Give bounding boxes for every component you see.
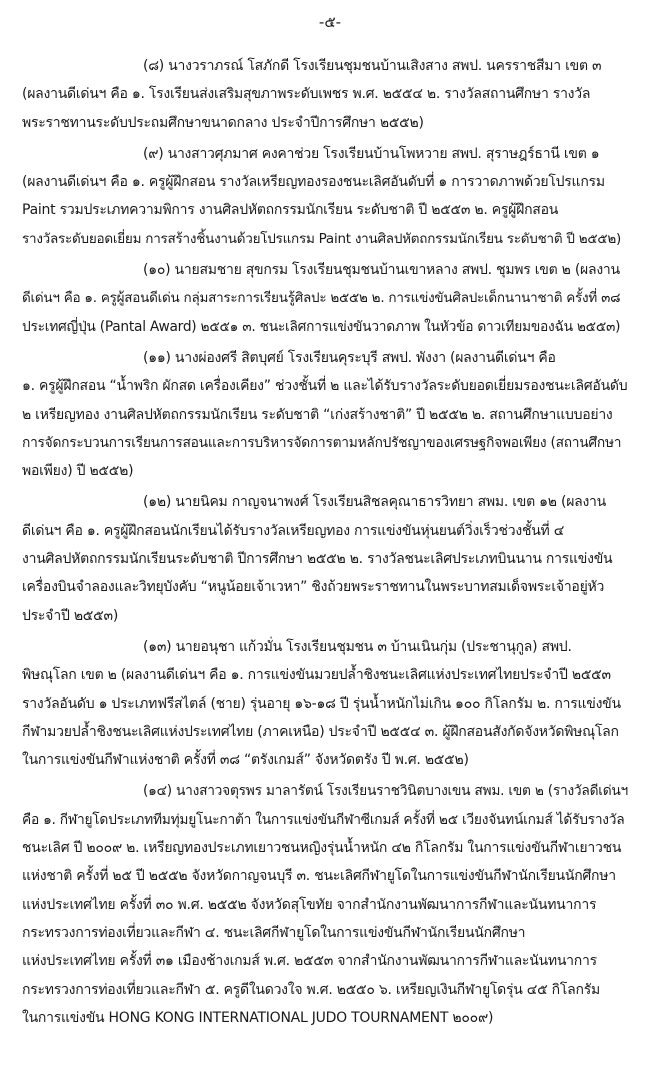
paragraph-line: กระทรวงการท่องเที่ยวและกีฬา ๕. ครูดีในดวงใจ พ.ศ. ๒๕๕๐ ๖. เหรียญเงินกีฬายูโดรุ่น ๔๕ กิโลกรัม (22, 981, 600, 998)
award-paragraph (22, 777, 630, 1032)
award-paragraph (22, 52, 630, 137)
paragraph-line: เครื่องบินจำลองและวิทยุบังคับ “หนูน้อยเจ้าเวหา” ชิงถ้วยพระราชทานในพระบาทสมเด็จพระเจ้าอยู่หัว (22, 579, 605, 596)
award-paragraph (22, 140, 630, 253)
paragraph-line: แห่งประเทศไทย ครั้งที่ ๓๑ เมืองช้างเกมส์ พ.ศ. ๒๕๕๓ จากสำนักงานพัฒนาการกีฬาและนันทนาการ (22, 953, 597, 970)
paragraph-line: แห่งประเทศไทย ครั้งที่ ๓๐ พ.ศ. ๒๕๕๒ จังหวัดสุโขทัย จากสำนักงานพัฒนาการกีฬาและนันทนาการ (22, 896, 597, 913)
paragraph-line: ดีเด่นฯ คือ ๑. ครูผู้สอนดีเด่น กลุ่มสาระการเรียนรู้ศิลปะ ๒๕๕๒ ๒. การแข่งขันศิลปะเด็กนานาชาติ ครั้งที่ ๓๘ (22, 290, 621, 307)
paragraph-heading-line: (๘) นางวราภรณ์ โสภักดี โรงเรียนชุมชนบ้านเสิงสาง สพป. นครราชสีมา เขต ๓ (143, 58, 602, 74)
paragraph-line: ๑. ครูผู้ฝึกสอน “น้ำพริก ผักสด เครื่องเคียง” ช่วงชั้นที่ ๒ และได้รับรางวัลระดับยอดเยี่ยมรองชนะเลิศอันดับ (22, 378, 628, 395)
paragraph-line: งานศิลปหัตถกรรมนักเรียนระดับชาติ ปีการศึกษา ๒๕๕๒ ๒. รางวัลชนะเลิศประเภทบินนาน การแข่งขัน (22, 551, 613, 568)
paragraph-line: ประจำปี ๒๕๕๓) (22, 607, 119, 624)
award-paragraph (22, 633, 630, 774)
paragraph-heading-line: (๑๒) นายนิคม กาญจนาพงศ์ โรงเรียนสิชลคุณาธารวิทยา สพม. เขต ๑๒ (ผลงาน (143, 494, 606, 511)
paragraph-heading-line: (๑๑) นางผ่องศรี สิตบุศย์ โรงเรียนคุระบุรี สพป. พังงา (ผลงานดีเด่นฯ คือ (143, 349, 556, 366)
paragraph-line: พระราชทานระดับประถมศึกษาขนาดกลาง ประจำปีการศึกษา ๒๕๕๒) (22, 114, 424, 131)
paragraph-heading-line: (๑๓) นายอนุชา แก้วมั่น โรงเรียนชุมชน ๓ บ้านเนินกุ่ม (ประชานุกูล) สพป. (143, 638, 572, 655)
paragraph-heading-line: (๑๔) นางสาวจตุรพร มาลารัตน์ โรงเรียนราชวินิตบางเขน สพม. เขต ๒ (รางวัลดีเด่นฯ (143, 783, 629, 800)
paragraph-line: Paint รวมประเภทความพิการ งานศิลปหัตถกรรมนักเรียน ระดับชาติ ปี ๒๕๕๓ ๒. ครูผู้ฝึกสอน (22, 202, 559, 219)
paragraph-heading-line: (๑๐) นายสมชาย สุขกรม โรงเรียนชุมชนบ้านเขาหลาง สพป. ชุมพร เขต ๒ (ผลงาน (143, 262, 620, 279)
paragraph-line: แห่งชาติ ครั้งที่ ๒๕ ปี ๒๕๕๒ จังหวัดกาญจนบุรี ๓. ชนะเลิศกีฬายูโดในการแข่งขันกีฬานักเรียนนักศึกษา (22, 868, 616, 885)
award-paragraph (22, 344, 630, 485)
paragraph-line: (ผลงานดีเด่นฯ คือ ๑. โรงเรียนส่งเสริมสุขภาพระดับเพชร พ.ศ. ๒๕๕๔ ๒. รางวัลสถานศึกษา รางวัล (22, 86, 591, 103)
paragraph-line: รางวัลอันดับ ๑ ประเภทฟรีสไตล์ (ชาย) รุ่นอายุ ๑๖-๑๘ ปี รุ่นน้ำหนักไม่เกิน ๑๐๐ กิโลกรัม ๒. การแข่งขัน (22, 695, 621, 712)
paragraph-line: ดีเด่นฯ คือ ๑. ครูผู้ฝึกสอนนักเรียนได้รับรางวัลเหรียญทอง การแข่งขันหุ่นยนต์วิ่งเร็วช่วงชั้นที่ ๔ (22, 522, 565, 539)
award-paragraph (22, 488, 630, 629)
paragraph-line: กระทรวงการท่องเที่ยวและกีฬา ๔. ชนะเลิศกีฬายูโดในการแข่งขันกีฬานักเรียนนักศึกษา (22, 924, 526, 941)
paragraph-heading-line: (๙) นางสาวศุภมาศ คงคาช่วย โรงเรียนบ้านโพหวาย สพป. สุราษฎร์ธานี เขต ๑ (143, 145, 600, 162)
award-paragraph (22, 256, 630, 341)
document-body (22, 52, 630, 1035)
paragraph-line: การจัดกระบวนการเรียนการสอนและการบริหารจัดการตามหลักปรัชญาของเศรษฐกิจพอเพียง (สถานศึกษา (22, 434, 622, 451)
paragraph-line: ๒ เหรียญทอง งานศิลปหัตถกรรมนักเรียน ระดับชาติ “เก่งสร้างชาติ” ปี ๒๕๕๒ ๒. สถานศึกษาแบบอย่าง (22, 406, 613, 423)
paragraph-line: ประเทศญี่ปุ่น (Pantal Award) ๒๕๕๑ ๓. ชนะเลิศการแข่งขันวาดภาพ ในหัวข้อ ดาวเทียมของฉัน ๒๕๕๓) (22, 318, 621, 335)
paragraph-line: พอเพียง) ปี ๒๕๕๒) (22, 463, 134, 480)
paragraph-line: รางวัลระดับยอดเยี่ยม การสร้างชิ้นงานด้วยโปรแกรม Paint งานศิลปหัตถกรรมนักเรียน ระดับชาติ ปี ๒๕๕๒) (22, 230, 622, 247)
paragraph-line: (ผลงานดีเด่นฯ คือ ๑. ครูผู้ฝึกสอน รางวัลเหรียญทองรองชนะเลิศอันดับที่ ๑ การวาดภาพด้วยโปรแกรม (22, 174, 605, 191)
paragraph-line: พิษณุโลก เขต ๒ (ผลงานดีเด่นฯ คือ ๑. การแข่งขันมวยปล้ำชิงชนะเลิศแห่งประเทศไทยประจำปี ๒๕๕๓ (22, 667, 611, 684)
paragraph-line: ในการแข่งขัน HONG KONG INTERNATIONAL JUDO TOURNAMENT ๒๐๐๙) (22, 1009, 494, 1026)
paragraph-line: คือ ๑. กีฬายูโดประเภททีมทุ่มยูโนะกาต้า ในการแข่งขันกีฬาซีเกมส์ ครั้งที่ ๒๕ เวียงจันทน์เกมส์ ได้รับรางวัล (22, 811, 625, 828)
paragraph-line: ในการแข่งขันกีฬาแห่งชาติ ครั้งที่ ๓๘ “ตรังเกมส์” จังหวัดตรัง ปี พ.ศ. ๒๕๕๒) (22, 752, 469, 769)
paragraph-line: ชนะเลิศ ปี ๒๐๐๙ ๒. เหรียญทองประเภทเยาวชนหญิงรุ่นน้ำหนัก ๔๒ กิโลกรัม ในการแข่งขันกีฬาเยาวชน (22, 840, 622, 857)
paragraph-line: กีฬามวยปล้ำชิงชนะเลิศแห่งประเทศไทย (ภาคเหนือ) ประจำปี ๒๕๕๔ ๓. ผู้ฝึกสอนสังกัดจังหวัดพิษณุโลก (22, 723, 619, 740)
page-number: -๕- (318, 13, 342, 31)
